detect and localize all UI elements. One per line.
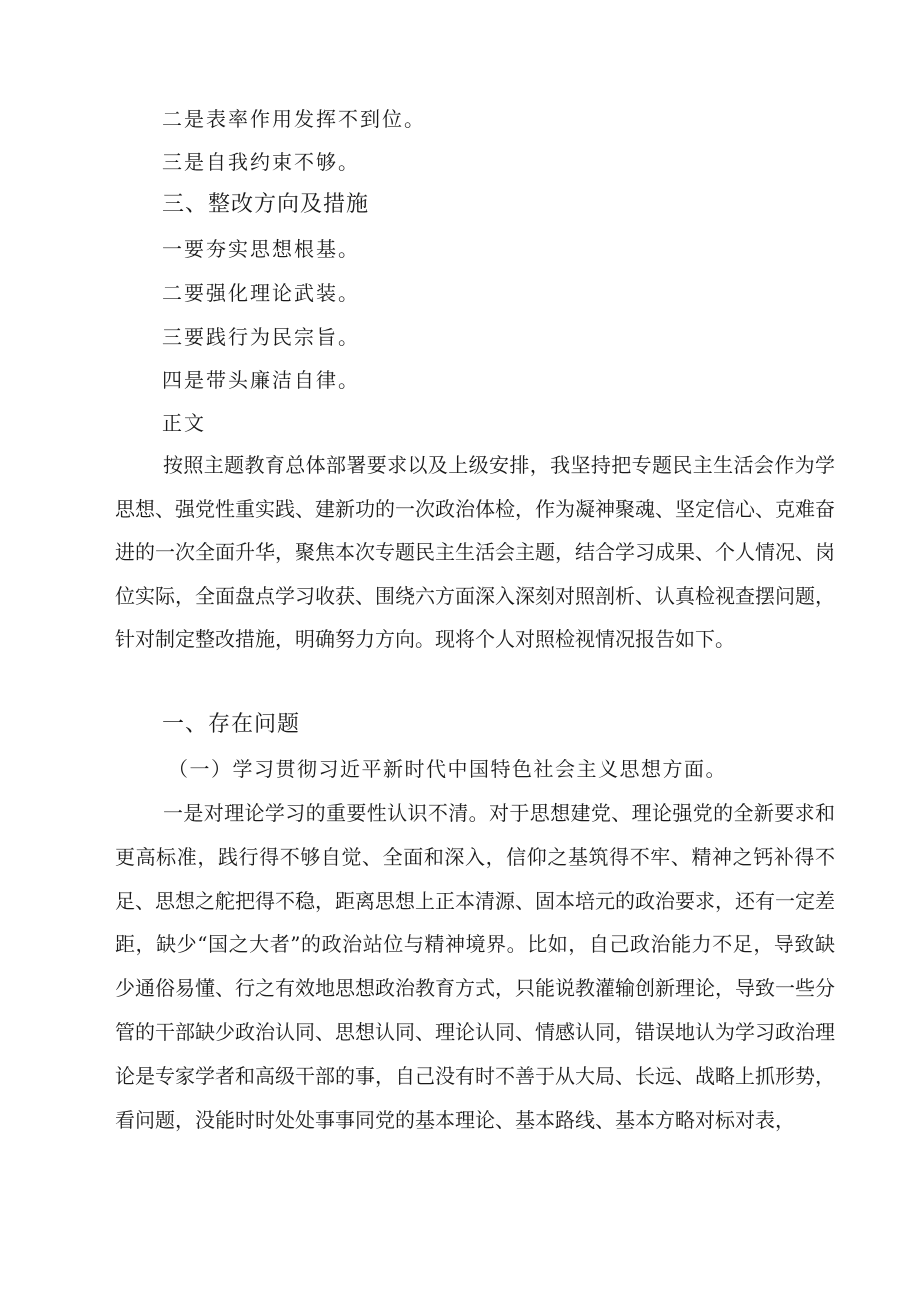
section-1-subheading: （一）学习贯彻习近平新时代中国特色社会主义思想方面。 [168, 757, 727, 781]
section-3-heading: 三、整改方向及措施 [162, 192, 370, 217]
measure-2: 二要强化理论武装。 [162, 281, 360, 305]
measure-1: 一要夯实思想根基。 [162, 237, 360, 261]
item-3: 三是自我约束不够。 [162, 150, 360, 174]
measure-3: 三要践行为民宗旨。 [162, 325, 360, 349]
section-1-paragraph: 一是对理论学习的重要性认识不清。对于思想建党、理论强党的全新要求和更高标准，践行得不够自觉、全面和深入，信仰之基筑得不牢、精神之钙补得不足、思想之舵把得不稳，距离思想上正本清源、固本培元的政治要求，还有一定差距，缺少“国之大者”的政治站位与精神境界。比如，自己政治能力不足，导致缺少通俗易懂、行之有效地思想政治教育方式，只能说教灌输创新理论，导致一些分管的干部缺少政治认同、思想认同、理论认同、情感认同，错误地认为学习政治理论是专家学者和高级干部的事，自己没有时不善于从大局、长远、战略上抓形势，看问题，没能时时处处事事同党的基本理论、基本路线、基本方略对标对表， [115, 801, 835, 1132]
measure-4: 四是带头廉洁自律。 [162, 368, 360, 392]
body-label: 正文 [162, 411, 206, 435]
intro-paragraph: 按照主题教育总体部署要求以及上级安排，我坚持把专题民主生活会作为学思想、强党性重实践、建新功的一次政治体检，作为凝神聚魂、坚定信心、克难奋进的一次全面升华，聚焦本次专题民主生活会主题，结合学习成果、个人情况、岗位实际，全面盘点学习收获、围绕六方面深入深刻对照剖析、认真检视查摆问题，针对制定整改措施，明确努力方向。现将个人对照检视情况报告如下。 [115, 453, 835, 652]
section-1-heading: 一、存在问题 [162, 712, 301, 737]
item-2: 二是表率作用发挥不到位。 [162, 107, 426, 131]
